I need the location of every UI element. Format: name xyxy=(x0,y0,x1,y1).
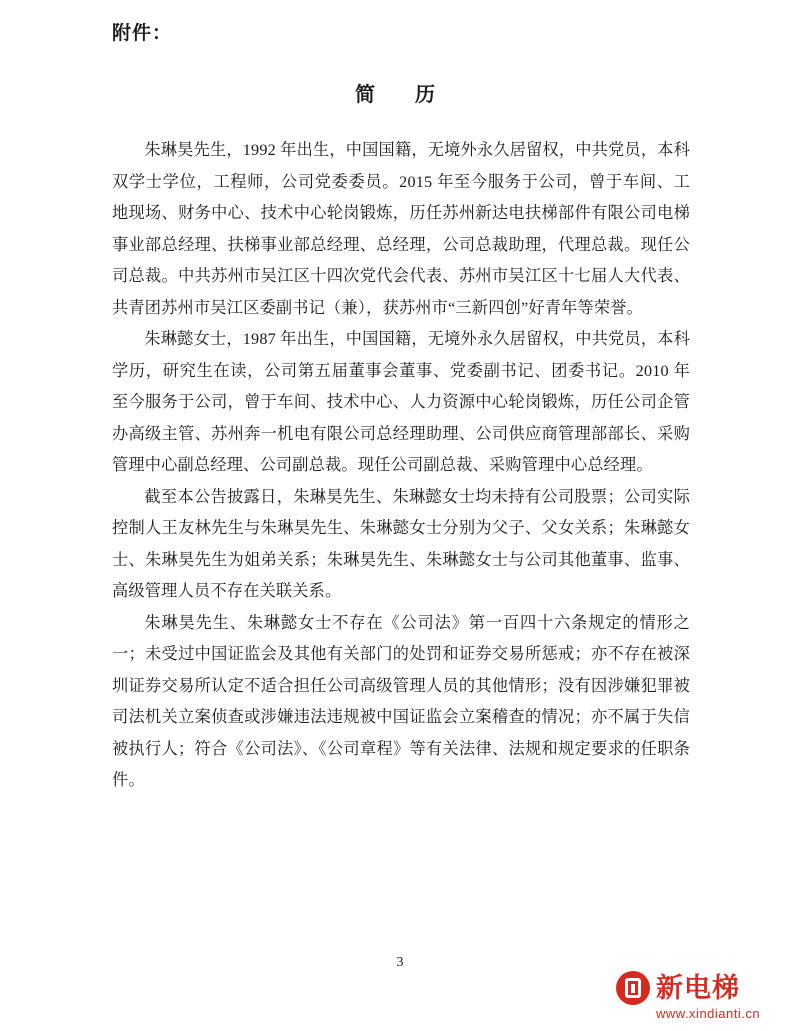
paragraph: 朱琳昊先生、朱琳懿女士不存在《公司法》第一百四十六条规定的情形之一；未受过中国证监会及其他有关部门的处罚和证券交易所惩戒；亦不存在被深圳证券交易所认定不适合担任公司高级管理人员的其他情形；没有因涉嫌犯罪被司法机关立案侦查或涉嫌违法违规被中国证监会立案稽查的情况；亦不属于失信被执行人；符合《公司法》、《公司章程》等有关法律、法规和规定要求的任职条件。 xyxy=(112,613,690,789)
paragraph: 朱琳懿女士，1987 年出生，中国国籍，无境外永久居留权，中共党员，本科学历，研究生在读，公司第五届董事会董事、党委副书记、团委书记。2010 年至今服务于公司，曾于车间、技术中心、人力资源中心轮岗锻炼，历任公司企管办高级主管、苏州奔一机电有限公司总经理助理、公司供应商管理部部长、采购管理中心副总经理、公司副总裁。现任公司副总裁、采购管理中心总经理。 xyxy=(112,330,690,474)
paragraph: 截至本公告披露日，朱琳昊先生、朱琳懿女士均未持有公司股票；公司实际控制人王友林先生与朱琳昊先生、朱琳懿女士分别为父子、父女关系；朱琳懿女士、朱琳昊先生为姐弟关系；朱琳昊先生、朱琳懿女士与公司其他董事、监事、高级管理人员不存在关联关系。 xyxy=(112,487,690,600)
attachment-label: 附件： xyxy=(112,23,173,44)
watermark-name: 新电梯 xyxy=(656,973,740,1003)
page-number: 3 xyxy=(396,955,404,970)
paragraph: 朱琳昊先生，1992 年出生，中国国籍，无境外永久居留权，中共党员，本科双学士学位，工程师，公司党委委员。2015 年至今服务于公司，曾于车间、工地现场、财务中心、技术中心轮岗锻炼，历任苏州新达电扶梯部件有限公司电梯事业部总经理、扶梯事业部总经理、总经理，公司总裁助理，代理总裁。现任公司总裁。中共苏州市吴江区十四次党代会代表、苏州市吴江区十七届人大代表、共青团苏州市吴江区委副书记（兼），获苏州市“三新四创”好青年等荣誉。 xyxy=(112,141,690,317)
elevator-logo-icon xyxy=(616,971,650,1005)
page-title: 简 历 xyxy=(355,84,445,106)
watermark-url: www.xindianti.cn xyxy=(656,1006,761,1021)
document-body xyxy=(112,135,690,797)
watermark-row xyxy=(616,971,740,1005)
watermark xyxy=(616,967,792,1025)
